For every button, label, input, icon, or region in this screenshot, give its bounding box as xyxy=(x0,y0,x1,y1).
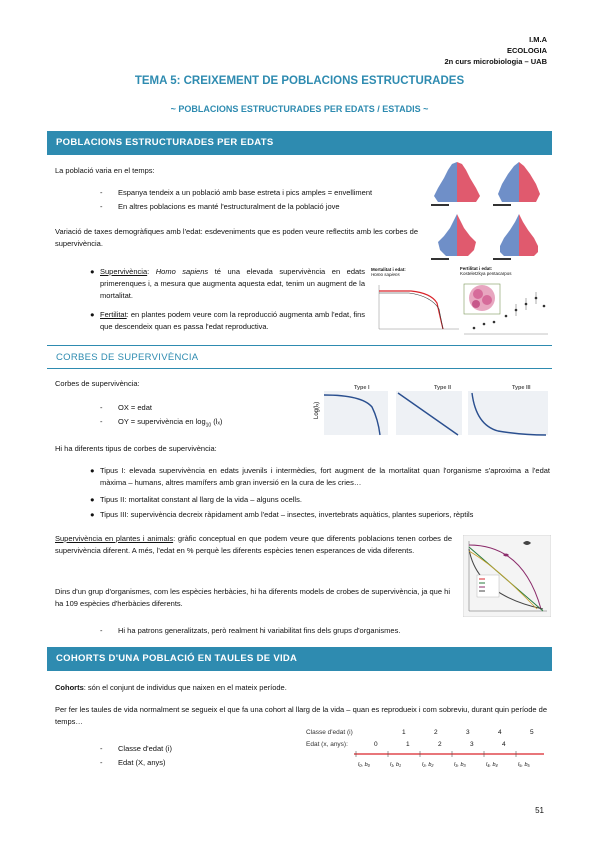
timeline-age: 0 xyxy=(374,741,378,748)
timeline-class: 2 xyxy=(434,729,438,736)
dash-text: Classe d'edat (i) xyxy=(118,744,172,753)
timeline-age: 2 xyxy=(438,741,442,748)
header-initials: I.M.A xyxy=(529,35,547,44)
dash-text: OX = edat xyxy=(118,403,152,412)
mortality-chart xyxy=(371,281,461,337)
fertility-figure-title: Fertilitat i edat: xyxy=(460,266,493,271)
bullet-fertility-text: Fertilitat: en plantes podem veure com la reproducció augmenta amb l'edat, fins que descendeix quan es passa l'edat reproductiva. xyxy=(100,310,365,331)
bullet-fertility: ● Fertilitat: en plantes podem veure com la reproducció augmenta amb l'edat, fins que descendeix quan es passa l'edat reproductiva. xyxy=(90,310,365,331)
bullet-type-2-text: Tipus II: mortalitat constant al llarg de la vida – alguns ocells. xyxy=(100,495,302,504)
dash-text: Hi ha patrons generalitzats, però realment hi variabilitat fins dels grups d'organismes. xyxy=(118,626,401,635)
page-title: TEMA 5: CREIXEMENT DE POBLACIONS ESTRUCTURADES xyxy=(134,75,465,87)
bullet-survival: ● Supervivència: Homo sapiens té una elevada supervivència en edats primerenques i, a mesura que augmenta aquesta edat, tenim un augment de la mortalitat. xyxy=(90,267,365,300)
pyramid-1 xyxy=(428,158,486,208)
timeline-cell: l₃, b₃ xyxy=(454,762,466,768)
type-2-label: Type II xyxy=(434,385,452,391)
population-pyramids-figure xyxy=(428,158,550,262)
type-3-label: Type III xyxy=(512,385,531,391)
survival-curve xyxy=(379,291,443,329)
pyramid-2 xyxy=(493,162,540,206)
cohort-timeline xyxy=(298,729,548,775)
page-number: 51 xyxy=(535,806,544,815)
timeline-age: 1 xyxy=(406,741,410,748)
page-subtitle: ~ POBLACIONS ESTRUCTURADES PER EDATS / ESTADIS ~ xyxy=(170,104,429,114)
timeline-age-label: Edat (x, anys): xyxy=(306,741,348,748)
cohorts-definition: Cohorts: són el conjunt de individus que naixen en el mateix període. xyxy=(55,683,287,692)
type-1-panel xyxy=(324,385,388,435)
timeline-age: 3 xyxy=(470,741,474,748)
header-course: 2n curs microbiologia – UAB xyxy=(444,57,547,66)
header-subject: ECOLOGIA xyxy=(506,46,547,55)
timeline-class-label: Classe d'edat (i) xyxy=(306,729,353,736)
bullet-type-2: ● Tipus II: mortalitat constant al llarg de la vida – alguns ocells. xyxy=(90,494,550,508)
dash-text: OY = supervivència en $\log_{10} (l_x)$ xyxy=(118,417,223,429)
dash-text: En altres poblacions es manté l'estructuralment de la població jove xyxy=(118,202,340,211)
section2-types-intro: Hi ha diferents tipus de corbes de supervivència: xyxy=(55,444,217,453)
type-2-panel xyxy=(396,385,462,435)
course-header xyxy=(444,34,547,67)
pyramid-4 xyxy=(493,214,538,260)
timeline-cell: l₀, b₀ xyxy=(358,762,370,768)
survival-types-ylabel: Log(lₓ) xyxy=(314,401,320,419)
timeline-axis xyxy=(354,749,548,761)
fertility-chart xyxy=(460,278,550,338)
timeline-cell: l₅, b₅ xyxy=(518,762,530,768)
timeline-cell: l₄, b₄ xyxy=(486,762,498,768)
cohorts-paragraph: Per fer les taules de vida normalment se segueix el que fa una cohort al llarg de la vida – quan es reprodueix i com sobreviu, durant quin període de temps… xyxy=(55,705,547,726)
plants-animals-paragraph: Supervivència en plantes i animals: gràfic conceptual en que podem veure que diferents poblacions tenen corbes de supervivència diferent. A més, l'edat en % perquè les diferents espècies tenen esperances de vida diferents. xyxy=(55,534,452,555)
plants-animals-figure xyxy=(463,535,551,617)
section-heading-age-structure: POBLACIONS ESTRUCTURADES PER EDATS xyxy=(47,131,552,155)
mortality-figure-species: Homo sapiens xyxy=(371,272,400,277)
dash-text: Edat (X, anys) xyxy=(118,758,166,767)
mortality-figure-title: Mortalitat i edat: xyxy=(371,267,406,272)
bullet-type-1: ● Tipus I: elevada supervivència en edats juvenils i intermèdies, fort augment de la mortalitat quan l'organisme s'aproxima a l'edat màxima – humans, altres mamífers amb gran inversió en la cura de les cries… xyxy=(90,466,550,487)
timeline-class: 5 xyxy=(530,729,534,736)
pyramid-3 xyxy=(431,214,476,260)
fertility-figure xyxy=(460,266,550,338)
survival-types-chart xyxy=(312,379,552,437)
mortality-figure xyxy=(371,267,461,337)
bullet-survival-text: Supervivència: Homo sapiens té una elevada supervivència en edats primerenques i, a mesura que augmenta aquesta edat, tenim un augment de la mortalitat. xyxy=(100,267,365,300)
timeline-cell: l₂, b₂ xyxy=(422,762,434,768)
section-heading-cohorts: COHORTS D'UNA POBLACIÓ EN TAULES DE VIDA xyxy=(47,647,552,671)
type-1-label: Type I xyxy=(354,385,370,391)
dash-text: Espanya tendeix a un població amb base estreta i pics amples = envelliment xyxy=(118,188,373,197)
section1-intro: La població varia en el temps: xyxy=(55,166,155,175)
section2-intro: Corbes de supervivència: xyxy=(55,379,140,388)
timeline-class: 3 xyxy=(466,729,470,736)
timeline-class: 4 xyxy=(498,729,502,736)
type-3-panel xyxy=(468,385,548,435)
bullet-type-1-text: Tipus I: elevada supervivència en edats juvenils i intermèdies, fort augment de la mortalitat quan l'organisme s'aproxima a l'edat màxima – humans, altres mamífers amb gran inversió en la cura de les cries… xyxy=(100,466,550,487)
herbaceous-paragraph: Dins d'un grup d'organismes, com les espècies herbàcies, hi ha diferents models de crobes de supervivència, ja que hi ha 109 espècies d'herbàcies diferents. xyxy=(55,587,450,608)
bullet-type-3: ● Tipus III: supervivència decreix ràpidament amb l'edat – insectes, invertebrats aquàtics, plantes superiors, rèptils xyxy=(90,509,550,523)
timeline-cell: l₁, b₁ xyxy=(390,762,401,768)
section1-paragraph: Variació de taxes demogràfiques amb l'edat: esdeveniments que es poden veure reflectits amb les corbes de supervivència. xyxy=(55,227,418,248)
timeline-age: 4 xyxy=(502,741,506,748)
bullet-type-3-text: Tipus III: supervivència decreix ràpidament amb l'edat – insectes, invertebrats aquàtics, plantes superiors, rèptils xyxy=(100,510,474,519)
section-heading-survival-curves: CORBES DE SUPERVIVÈNCIA xyxy=(47,345,552,369)
timeline-class: 1 xyxy=(402,729,406,736)
fertility-figure-species: Kosteletzkya pentacarpos xyxy=(460,271,512,276)
